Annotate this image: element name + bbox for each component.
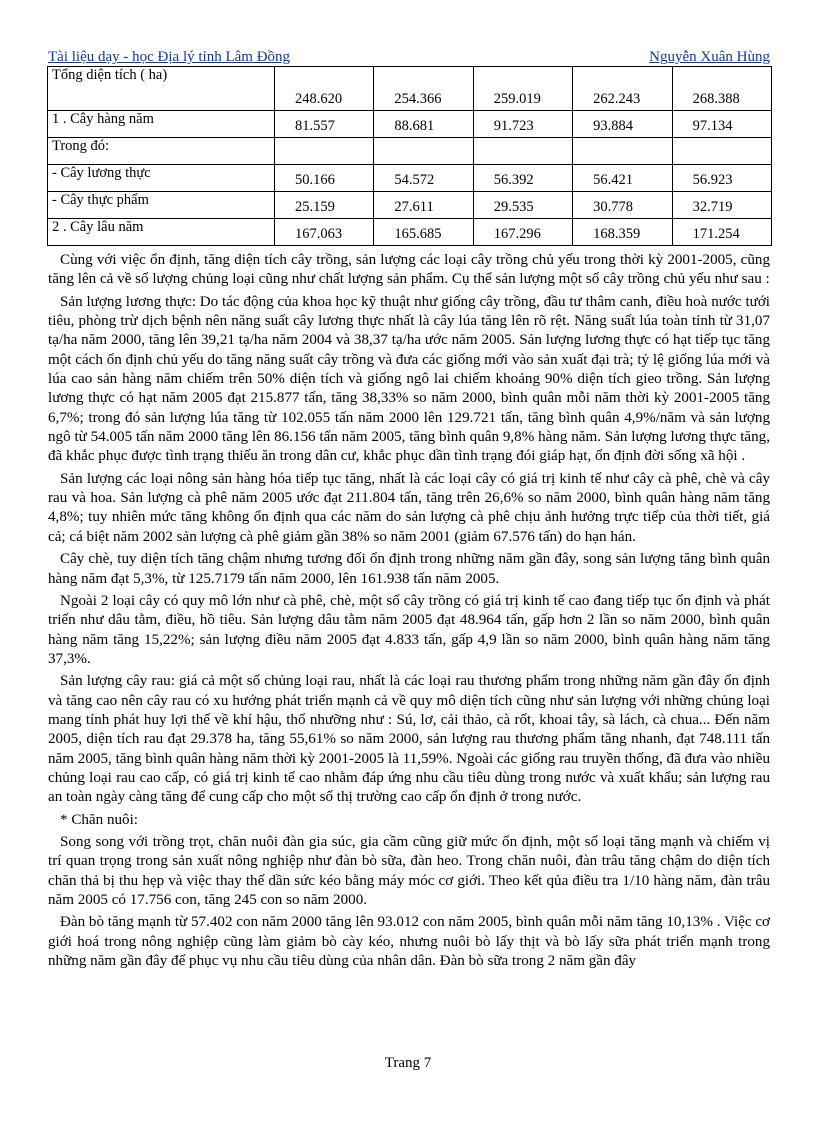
table-cell: 259.019 — [473, 67, 572, 111]
paragraph: Sản lượng lương thực: Do tác động của khoa học kỹ thuật như giống cây trồng, đầu tư thâm canh, điều hoà nước tưới tiêu, phòng trừ dịch bệnh nên năng suất cây lương thực nhất là cây lúa tăng lên rõ rệt. Năng suất lúa toàn tỉnh từ 31,07 tạ/ha năm 2000, tăng lên 39,21 tạ/ha năm 2004 và 38,37 tạ/ha ước năm 2005. Sản lượng lương thực có hạt tiếp tục tăng một cách ổn định chủ yếu do tăng năng suất cây trồng và đưa các giống mới vào sản xuất đại trà; tỷ lệ giống lúa mới và lúa cao sản hàng năm chiếm trên 50% diện tích và giống ngô lai chiếm khoảng 90% diện tích gieo trồng. Sản lượng lương thực có hạt năm 2005 đạt 215.877 tấn, tăng 38,33% so năm 2000, bình quân mỗi năm thời kỳ 2001-2005 tăng 6,7%; trong đó sản lượng lúa tăng từ 102.055 tấn năm 2000 lên 129.721 tấn, tăng bình quân 4,9%/năm và sản lượng ngô từ 54.005 tấn năm 2000 tăng lên 86.156 tấn năm 2005, tăng bình quân 9,8% hàng năm. Sản lượng lương thực tăng, đã khắc phục được tình trạng thiếu ăn trong dân cư, khắc phục dần tình trạng đói giáp hạt, ổn định đời sống xã hội . — [48, 293, 770, 465]
table-cell: 262.243 — [573, 67, 672, 111]
table-row — [48, 219, 772, 246]
table-cell: 254.366 — [374, 67, 473, 111]
table-cell: 81.557 — [275, 111, 374, 138]
table-cell: 25.159 — [275, 192, 374, 219]
table-cell — [573, 138, 672, 165]
row-label: Trong đó: — [48, 138, 275, 165]
paragraph: Đàn bò tăng mạnh từ 57.402 con năm 2000 tăng lên 93.012 con năm 2005, bình quân mỗi năm tăng 10,13% . Việc cơ giới hoá trong nông nghiệp cũng làm giảm bò cày kéo, nhưng nuôi bò lấy thịt và bò lấy sữa phát triển mạnh trong những năm gần đây để phục vụ nhu cầu tiêu dùng của nhân dân. Đàn bò sữa trong 2 năm gần đây — [48, 914, 771, 970]
table-cell: 56.392 — [473, 165, 572, 192]
crop-area-table — [47, 66, 772, 246]
section-heading: * Chăn nuôi: — [60, 811, 138, 828]
table-row — [48, 138, 772, 165]
row-label: - Cây lương thực — [48, 165, 275, 192]
table-cell: 56.923 — [672, 165, 771, 192]
table-cell: 167.296 — [473, 219, 572, 246]
table-cell: 50.166 — [275, 165, 374, 192]
table-row — [48, 67, 772, 111]
table-cell: 97.134 — [672, 111, 771, 138]
table-cell: 93.884 — [573, 111, 672, 138]
table-row — [48, 165, 772, 192]
table-cell — [275, 138, 374, 165]
table-cell: 27.611 — [374, 192, 473, 219]
paragraph: Sản lượng các loại nông sản hàng hóa tiếp tục tăng, nhất là các loại cây có giá trị kinh tế như cây cà phê, chè và cây rau và hoa. Sản lượng cà phê năm 2005 ước đạt 211.804 tấn, tăng trên 26,6% so năm 2000, bình quân hàng năm tăng 4,8%; tuy nhiên mức tăng không ổn định qua các năm do sản lượng cà phê chịu ảnh hưởng trực tiếp của thời tiết, giá cả; cá biệt năm 2002 sản lượng cà phê giảm gần 38% so năm 2001 (giảm 67.576 tấn) do hạn hán. — [48, 470, 770, 545]
table-cell: 165.685 — [374, 219, 473, 246]
page-number: Trang 7 — [384, 1055, 432, 1071]
table-cell: 171.254 — [672, 219, 771, 246]
table-cell: 167.063 — [275, 219, 374, 246]
row-label: 2 . Cây lâu năm — [48, 219, 275, 246]
row-label: Tổng diện tích ( ha) — [48, 67, 275, 111]
paragraph: Cùng với việc ổn định, tăng diện tích cây trồng, sản lượng các loại cây trồng chủ yếu trong thời kỳ 2001-2005, cũng tăng lên cả về số lượng chủng loại cũng như chất lượng sản phẩm. Cụ thể sản lượng một số cây trồng chủ yếu như sau : — [48, 252, 770, 288]
body-text — [48, 251, 770, 971]
table-cell: 248.620 — [275, 67, 374, 111]
table-cell: 32.719 — [672, 192, 771, 219]
page-header — [48, 46, 770, 66]
row-label: 1 . Cây hàng năm — [48, 111, 275, 138]
table-cell: 56.421 — [573, 165, 672, 192]
paragraph: Cây chè, tuy diện tích tăng chậm nhưng tương đối ổn định trong những năm gần đây, song sản lượng tăng bình quân hàng năm đạt 5,3%, từ 125.7179 tấn năm 2000, lên 161.938 tấn năm 2005. — [48, 551, 770, 587]
table-row — [48, 192, 772, 219]
header-left-title: Tài liệu dạy - học Địa lý tỉnh Lâm Đồng — [48, 49, 291, 65]
table-cell — [374, 138, 473, 165]
table-cell: 30.778 — [573, 192, 672, 219]
table-cell — [473, 138, 572, 165]
table-cell: 268.388 — [672, 67, 771, 111]
table-row — [48, 111, 772, 138]
table-cell: 54.572 — [374, 165, 473, 192]
table-cell: 88.681 — [374, 111, 473, 138]
paragraph: Sản lượng cây rau: giá cả một số chủng loại rau, nhất là các loại rau thương phẩm trong những năm gần đây ổn định và tăng cao nên cây rau có xu hướng phát triển mạnh cả về quy mô diện tích cũng như sản lượng với những chủng loại mang tính phát huy lợi thế về khí hậu, thổ nhưỡng như : Sú, lơ, cải thảo, cà rốt, khoai tây, sà lách, cà chua... Đến năm 2005, diện tích rau đạt 29.378 ha, tăng 55,61% so năm 2000, sản lượng rau thương phẩm tăng nhanh, đạt 748.111 tấn năm 2005, tăng bình quân hàng năm thời kỳ 2001-2005 là 11,59%. Ngoài các giống rau truyền thống, đã đưa vào nhiều chủng loại rau cao cấp, có giá trị kinh tế cao nhằm đáp ứng nhu cầu tiêu dùng trong nước và xuất khẩu; sản lượng rau an toàn ngày càng tăng để cung cấp cho một số thị trường cao cấp ổn định ở trong nước. — [48, 673, 770, 806]
table-cell: 91.723 — [473, 111, 572, 138]
row-label: - Cây thực phẩm — [48, 192, 275, 219]
table-cell: 29.535 — [473, 192, 572, 219]
document-page — [48, 46, 770, 974]
paragraph: Ngoài 2 loại cây có quy mô lớn như cà phê, chè, một số cây trồng có giá trị kinh tế cao đang tiếp tục ổn định và phát triển như dâu tằm, điều, hồ tiêu. Sản lượng dâu tằm năm 2005 đạt 48.964 tấn, gấp hơn 2 lần so năm 2000, bình quân hàng năm tăng 15,22%; sản lượng điều năm 2005 đạt 4.833 tấn, gấp 4,9 lần so năm 2000, bình quân hàng năm tăng 37,3%. — [48, 592, 770, 667]
table-cell — [672, 138, 771, 165]
header-author: Nguyễn Xuân Hùng — [649, 49, 770, 65]
table-cell: 168.359 — [573, 219, 672, 246]
paragraph: Song song với trồng trọt, chăn nuôi đàn gia súc, gia cầm cũng giữ mức ổn định, một số loại tăng mạnh và chiếm vị trí quan trọng trong sản xuất nông nghiệp như đàn bò sữa, đàn heo. Trong chăn nuôi, đàn trâu tăng chậm do diện tích chăn thả bị thu hẹp và việc thay thế dần sức kéo bằng máy móc cơ giới. Theo kết qủa điều tra 1/10 hàng năm, đàn trâu năm 2005 có 17.756 con, tăng 245 con so năm 2000. — [48, 833, 770, 908]
